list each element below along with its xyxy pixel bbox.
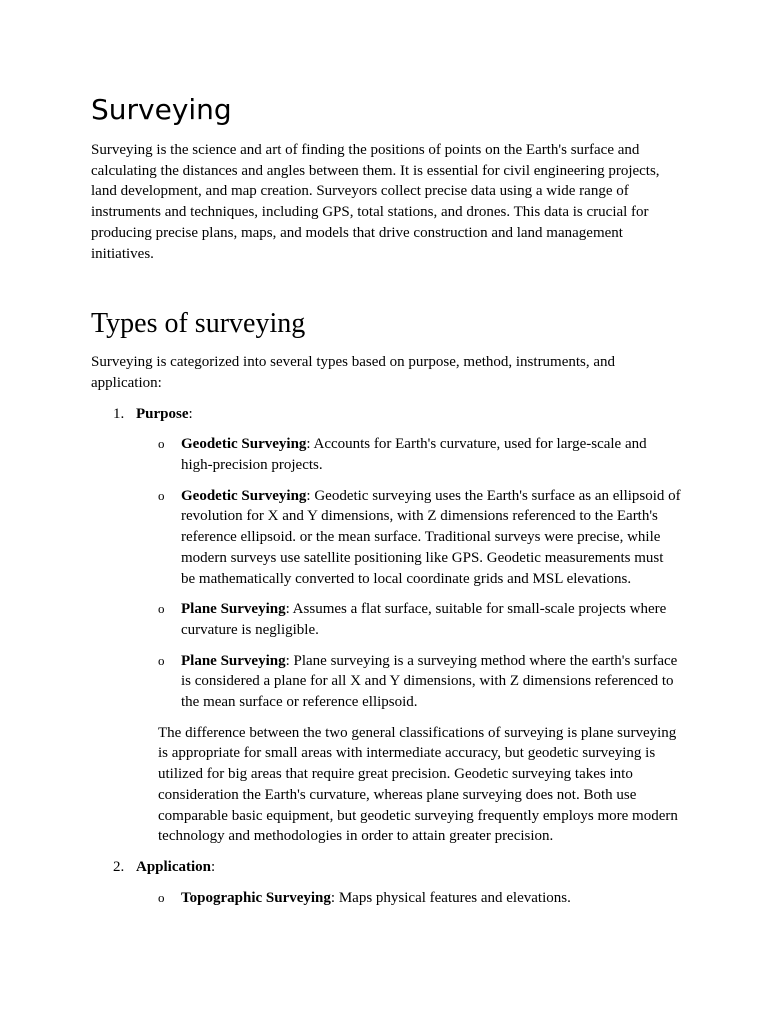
sub-item-text: : Geodetic surveying uses the Earth's surface as an ellipsoid of revolution for X and Y dimensions, with Z dimensions referenced to the Earth's reference ellipsoid. or the mean surface. Traditional surveys were precise, while modern surveys use satellite positioning like GPS. Geodetic measurements must be mathematically converted to local coordinate grids and MSL elevations. [181,487,681,587]
list-item-purpose [91,404,681,847]
application-sublist [136,888,681,909]
bullet-icon: o [158,652,165,668]
list-item-label: Purpose [136,405,189,422]
section-heading: Types of surveying [91,308,306,340]
section-intro-paragraph: Surveying is categorized into several types based on purpose, method, instruments, and application: [91,354,616,391]
list-item [136,486,681,590]
document-page [91,92,681,908]
sub-item-text: : Accounts for Earth's curvature, used for large-scale and high-precision projects. [181,436,647,474]
list-item-label: Application [136,858,212,875]
list-item [136,651,681,713]
sub-item-text: : Maps physical features and elevations. [330,889,571,906]
sub-item-term: Geodetic Surveying [181,487,307,504]
bullet-icon: o [158,889,165,905]
sub-item-term: Plane Surveying [181,652,286,669]
list-item [136,599,681,640]
sub-item-text: : Plane surveying is a surveying method where the earth's surface is considered a plane for all X and Y dimensions, with Z dimensions referenced to the mean surface or reference ellipsoid. [181,652,678,711]
intro-paragraph: Surveying is the science and art of finding the positions of points on the Earth's surface and calculating the distances and angles between them. It is essential for civil engineering projects, land development, and map creation. Surveyors collect precise data using a wide range of instruments and techniques, including GPS, total stations, and drones. This data is crucial for producing precise plans, maps, and models that drive construction and land management initiatives. [91,142,660,262]
list-item [136,434,681,475]
sub-item-term: Topographic Surveying [181,889,331,906]
list-item [136,888,681,909]
types-list [91,404,681,909]
bullet-icon: o [158,487,165,503]
sub-item-text: : Assumes a flat surface, suitable for small-scale projects where curvature is negligible. [181,601,667,638]
purpose-sublist [136,434,681,712]
sub-item-term: Plane Surveying [181,601,286,618]
bullet-icon: o [158,601,165,617]
list-number: 2. [113,858,125,875]
document-title: Surveying [91,93,232,126]
label-colon: : [188,405,193,422]
difference-paragraph: The difference between the two general classifications of surveying is plane surveying is appropriate for small areas with intermediate accuracy, but geodetic surveying is utilized for big areas that require great precision. Geodetic surveying takes into consideration the Earth's curvature, whereas plane surveying does not. Both use comparable basic equipment, but geodetic surveying frequently employs more modern technology and methodologies in order to attain greater precision. [158,724,678,845]
label-colon: : [211,858,216,875]
sub-item-term: Geodetic Surveying [181,436,307,453]
bullet-icon: o [158,436,165,452]
list-number: 1. [113,405,125,422]
list-item-application [91,857,681,908]
